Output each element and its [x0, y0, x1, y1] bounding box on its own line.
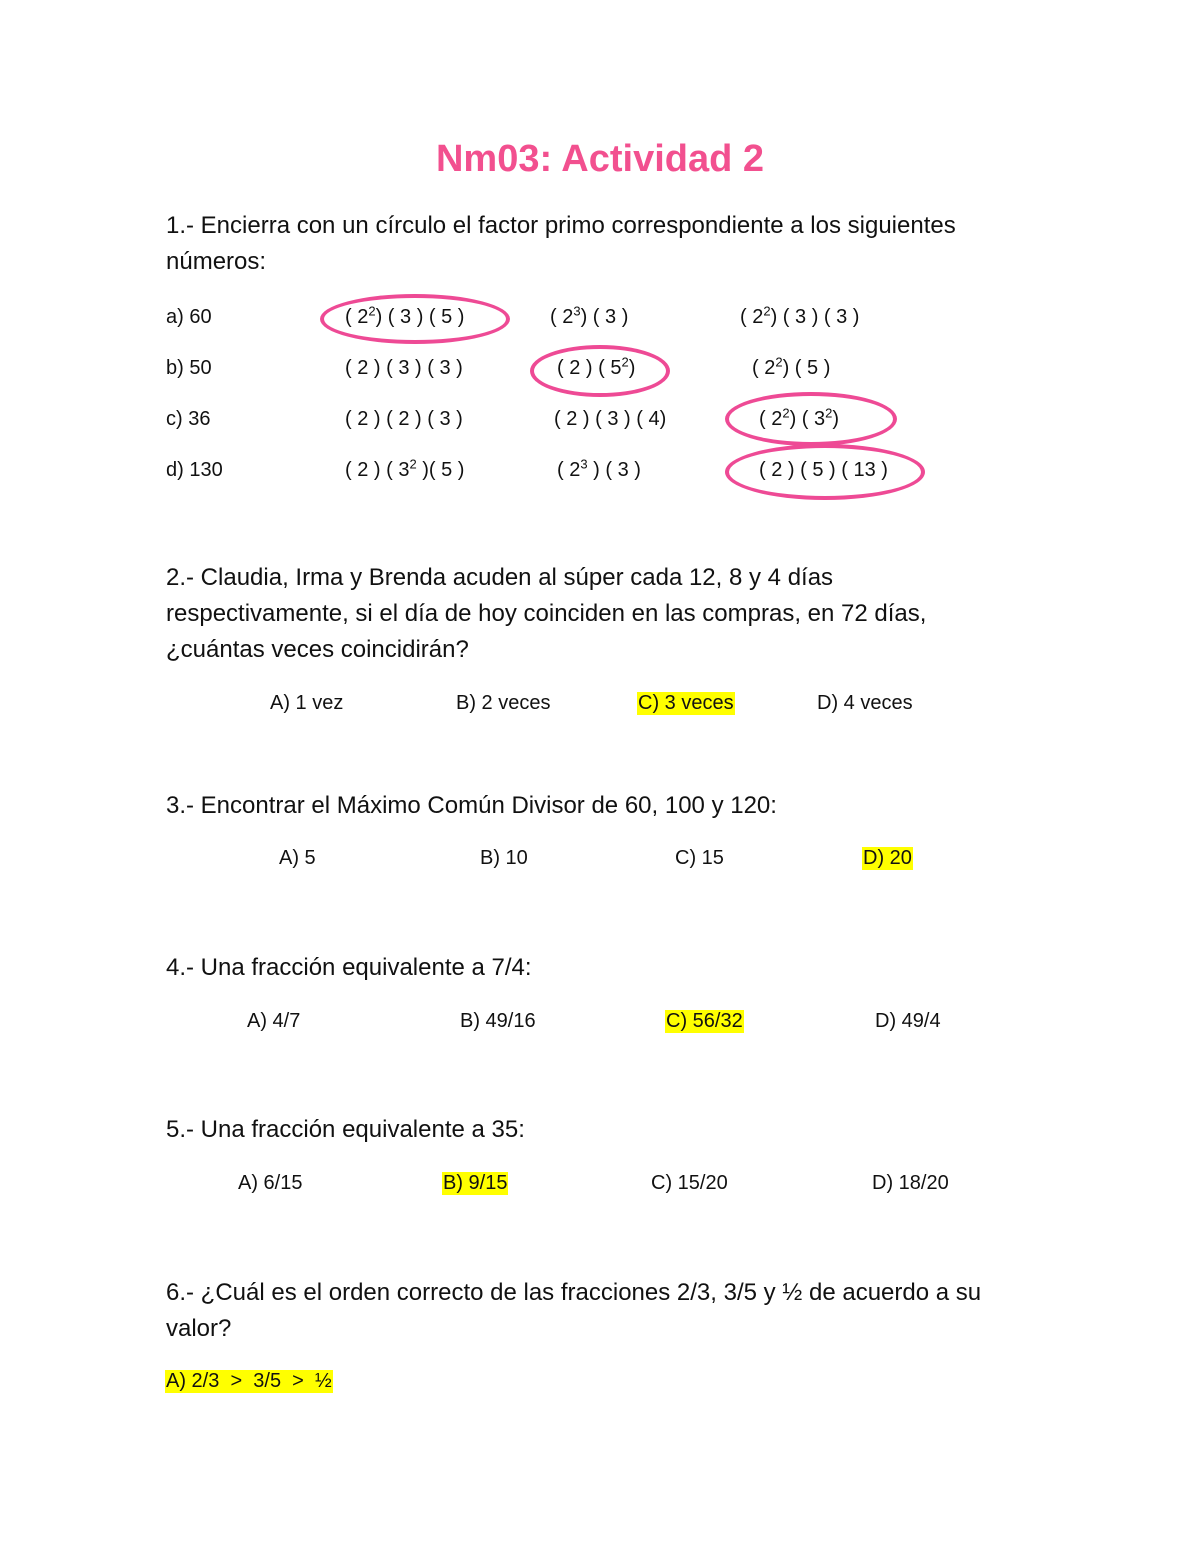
q1-row-c-option-1: ( 2 ) ( 2 ) ( 3 )	[345, 408, 463, 430]
q1-row-d-option-2: ( $2^3$ ) ( 3 )	[557, 456, 641, 481]
q1-row-a-label: a) 60	[166, 306, 212, 328]
q3-option-d-highlighted: D) 20	[863, 847, 912, 869]
question-5-prompt: 5.- Una fracción equivalente a 35:	[166, 1116, 525, 1143]
q1-row-c-label: c) 36	[166, 408, 211, 430]
q1-row-c-option-2: ( 2 ) ( 3 ) ( 4)	[554, 408, 667, 430]
q1-row-a-option-1: ( $2^2$) ( 3 ) ( 5 )	[345, 303, 465, 328]
q5-option-c: C) 15/20	[651, 1172, 728, 1194]
q3-option-a: A) 5	[279, 847, 316, 869]
q5-option-d: D) 18/20	[872, 1172, 949, 1194]
q3-option-c: C) 15	[675, 847, 724, 869]
q4-option-c-highlighted: C) 56/32	[666, 1010, 743, 1032]
q1-row-b-label: b) 50	[166, 357, 212, 379]
q5-option-a: A) 6/15	[238, 1172, 303, 1194]
question-6-prompt: 6.- ¿Cuál es el orden correcto de las fracciones 2/3, 3/5 y ½ de acuerdo a su valor?	[166, 1279, 982, 1342]
q2-option-a: A) 1 vez	[270, 692, 344, 714]
q2-option-b: B) 2 veces	[456, 692, 551, 714]
q4-option-b: B) 49/16	[460, 1010, 536, 1032]
q3-option-b: B) 10	[480, 847, 528, 869]
q2-option-c-highlighted: C) 3 veces	[638, 692, 734, 714]
question-3-prompt: 3.- Encontrar el Máximo Común Divisor de 60, 100 y 120:	[166, 792, 777, 819]
q1-row-b-option-2: ( 2 ) ( $5^2$)	[557, 354, 636, 379]
q1-row-b-option-3: ( $2^2$) ( 5 )	[752, 354, 831, 379]
question-4-prompt: 4.- Una fracción equivalente a 7/4:	[166, 954, 532, 981]
q1-row-a-answer-circle	[320, 294, 510, 344]
q1-row-d-label: d) 130	[166, 459, 223, 481]
q1-row-a-option-2: ( $2^3$) ( 3 )	[550, 303, 629, 328]
q1-row-c-option-3: ( $2^2$) ( $3^2$)	[759, 405, 840, 430]
question-1-prompt: 1.- Encierra con un círculo el factor primo correspondiente a los siguientes números:	[166, 212, 956, 275]
q1-row-c-answer-circle	[725, 392, 897, 446]
q1-row-b-answer-circle	[530, 345, 670, 397]
q1-row-d-option-3: ( 2 ) ( 5 ) ( 13 )	[759, 459, 888, 481]
q1-row-a-option-3: ( $2^2$) ( 3 ) ( 3 )	[740, 303, 860, 328]
q2-option-d: D) 4 veces	[817, 692, 913, 714]
q5-option-b-highlighted: B) 9/15	[443, 1172, 508, 1194]
q4-option-d: D) 49/4	[875, 1010, 941, 1032]
q1-row-d-option-1: ( 2 ) ( $3^2$ )( 5 )	[345, 456, 465, 481]
page-title: Nm03: Actividad 2	[435, 138, 765, 180]
q1-row-b-option-1: ( 2 ) ( 3 ) ( 3 )	[345, 357, 463, 379]
q4-option-a: A) 4/7	[247, 1010, 301, 1032]
question-2-prompt: 2.- Claudia, Irma y Brenda acuden al súper cada 12, 8 y 4 días respectivamente, si el día de hoy coinciden en las compras, en 72 días, ¿cuántas veces coincidirán?	[166, 564, 927, 663]
q6-answer-highlighted: A) 2/3 > 3/5 > ½	[166, 1370, 332, 1392]
q1-row-d-answer-circle	[725, 444, 925, 500]
